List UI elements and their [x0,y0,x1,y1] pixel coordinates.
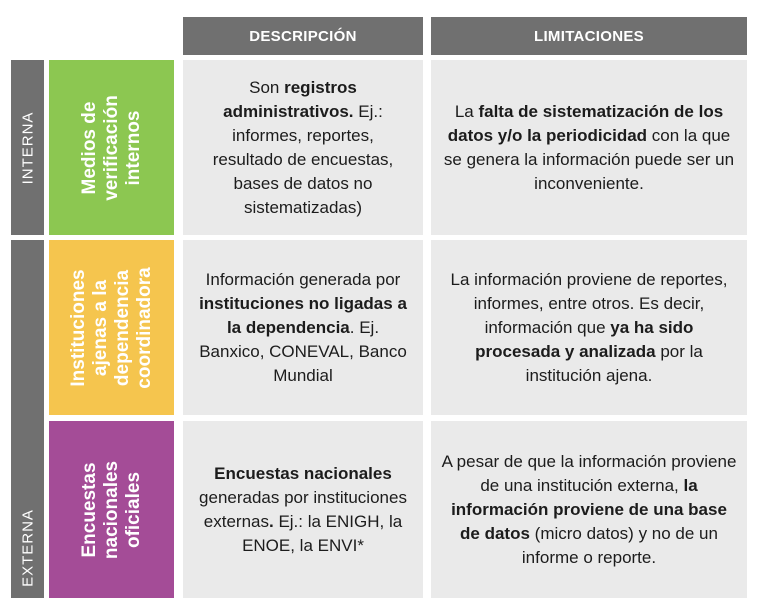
header-limitaciones: LIMITACIONES [431,17,747,55]
bold-text: . [268,511,274,531]
text: Ej.: la ENIGH, la ENOE, la ENVI* [242,511,403,555]
text: La información proviene de reportes, informes, entre otros. Es decir, información que [450,269,728,337]
text: La [454,101,479,121]
bold-text: la información proviene de una base de datos [451,475,727,543]
row-label-medios-verificacion [49,60,174,235]
header-descripcion: DESCRIPCIÓN [183,17,423,55]
bold-text: instituciones no ligadas a la dependencia [199,293,407,337]
row-label-text [68,267,156,388]
text: Ej.: informes, reportes, resultado de encuestas, bases de datos no sistematizadas) [212,101,394,217]
row-label-line: Instituciones [67,268,89,387]
row-label-line: dependencia [111,269,133,386]
cell-descripcion-medios [183,60,423,235]
text: (micro datos) y no de un informe o reporte. [521,523,718,567]
cell-limitaciones-encuestas [431,421,747,598]
row-label-encuestas-nacionales [49,421,174,598]
text: A pesar de que la información proviene de una institución externa, [441,451,737,495]
row-label-line: verificación [100,94,122,201]
row-label-line: oficiales [122,471,144,548]
row-label-line: ajenas a la [89,279,111,376]
group-externa-label: EXTERNA [19,508,36,587]
text: Son [249,77,285,97]
text: . Ej. Banxico, CONEVAL, Banco Mundial [199,317,407,385]
row-label-line: internos [122,110,144,185]
bold-text: registros administrativos. [223,77,357,121]
row-label-text [79,95,145,201]
bold-text: Encuestas nacionales [214,463,392,483]
row-label-line: Encuestas [78,461,100,558]
text: Información generada por [205,269,401,289]
cell-descripcion-encuestas [183,421,423,598]
group-interna [11,60,44,235]
group-externa [11,240,44,598]
text: con la que se genera la información puede ser un inconveniente. [443,125,735,193]
cell-limitaciones-instituciones [431,240,747,415]
cell-limitaciones-medios [431,60,747,235]
text: generadas por instituciones externas [199,487,407,531]
row-label-line: coordinadora [133,266,155,389]
row-label-line: Medios de [78,101,100,194]
cell-descripcion-instituciones [183,240,423,415]
bold-text: falta de sistematización de los datos y/o la periodicidad [447,101,724,145]
text: por la institución ajena. [525,341,703,385]
group-interna-label: INTERNA [19,111,36,184]
row-label-line: nacionales [100,460,122,559]
row-label-instituciones-ajenas [49,240,174,415]
bold-text: ya ha sido procesada y analizada [475,317,694,361]
row-label-text [79,460,145,558]
